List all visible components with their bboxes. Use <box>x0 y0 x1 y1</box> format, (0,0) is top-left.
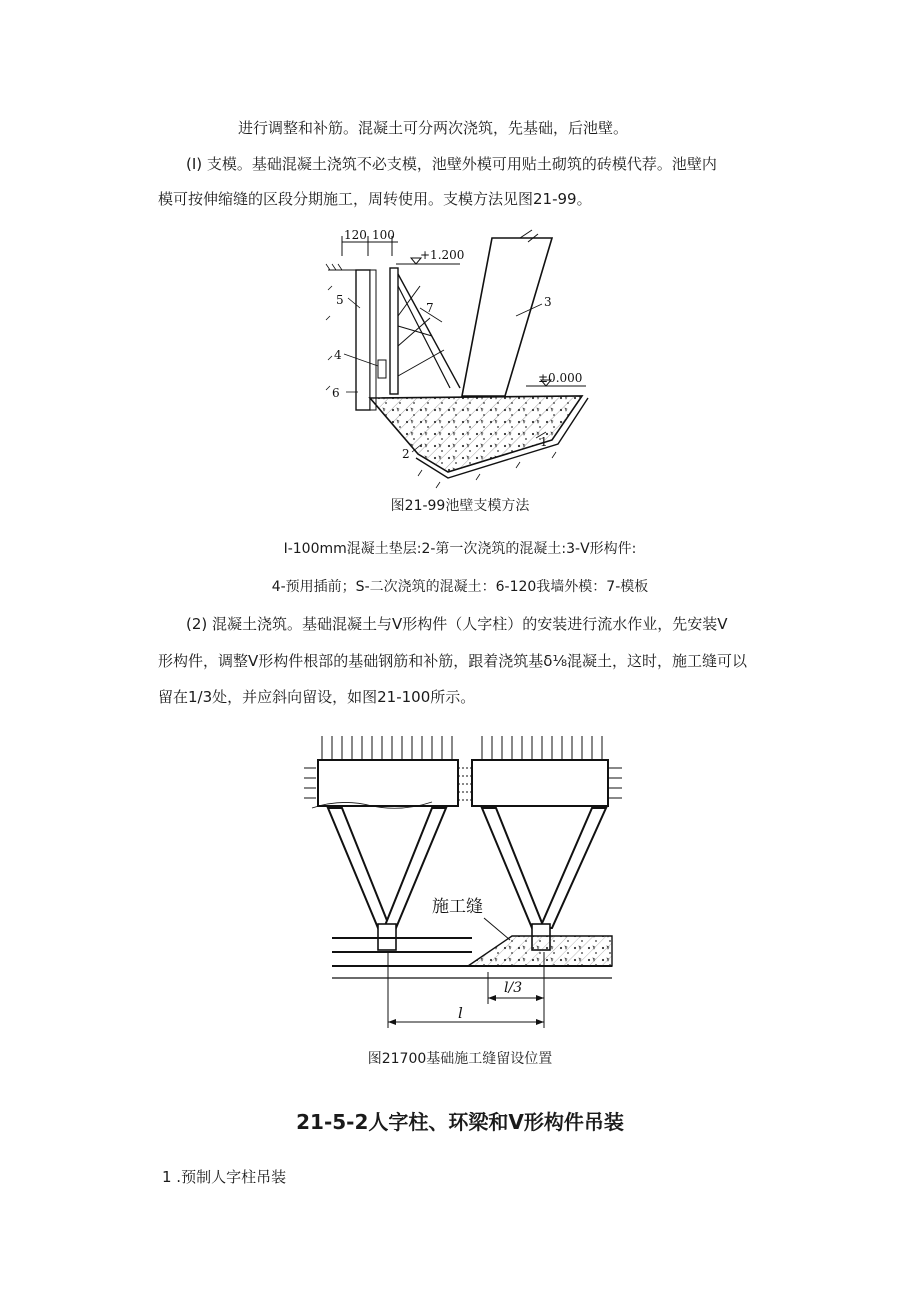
label-2: 2 <box>402 447 410 461</box>
figure-21-100-diagram <box>292 728 632 1050</box>
paragraph-formwork-line2: 模可按伸缩缝的区段分期施工，周转使用。支模方法见图21-99。 <box>158 190 592 208</box>
paragraph-pouring-line1: (2) 混凝土浇筑。基础混凝土与V形构件（人字柱）的安装进行流水作业，先安装V <box>186 615 728 633</box>
figure-21-99-diagram <box>320 226 610 490</box>
paragraph-intro: 进行调整和补筋。混凝土可分两次浇筑，先基础，后池壁。 <box>238 119 629 137</box>
construction-joint-label: 施工缝 <box>432 897 483 917</box>
dim-l-label: l <box>458 1004 463 1022</box>
figure-21-99-caption: 图21-99池壁支模方法 <box>390 498 530 514</box>
paragraph-pouring-line3: 留在1/3处，并应斜向留设，如图21-100所示。 <box>158 688 476 706</box>
label-3: 3 <box>544 295 552 309</box>
label-1: 1 <box>540 435 548 449</box>
dim-l-third-label: l/3 <box>504 980 523 996</box>
figure-21-99-legend-line2: 4-预用插前；S-二次浇筑的混凝土：6-120我墙外模：7-模板 <box>271 579 649 595</box>
dim-120-label: 120 <box>344 228 367 242</box>
paragraph-formwork-line1: (I) 支模。基础混凝土浇筑不必支模，池壁外模可用贴土砌筑的砖模代荐。池壁内 <box>186 155 717 173</box>
paragraph-pouring-line2: 形构件，调整V形构件根部的基础钢筋和补筋，跟着浇筑基δ⅛混凝土，这时，施工缝可以 <box>158 652 747 670</box>
label-7: 7 <box>426 301 434 315</box>
label-5: 5 <box>336 293 344 307</box>
elevation-top-label: +1.200 <box>420 248 465 262</box>
elevation-zero-label: ±0.000 <box>538 371 583 385</box>
label-6: 6 <box>332 386 340 400</box>
dim-100-label: 100 <box>372 228 395 242</box>
list-item-precast-column-hoisting: 1 .预制人字柱吊装 <box>162 1168 287 1186</box>
label-4: 4 <box>334 348 342 362</box>
figure-21-99-legend-line1: I-100mm混凝土垫层:2-第一次浇筑的混凝土:3-V形构件: <box>283 541 637 557</box>
figure-21-100-caption: 图21700基础施工缝留设位置 <box>367 1051 553 1067</box>
section-heading: 21-5-2人字柱、环梁和V形构件吊装 <box>296 1110 624 1134</box>
